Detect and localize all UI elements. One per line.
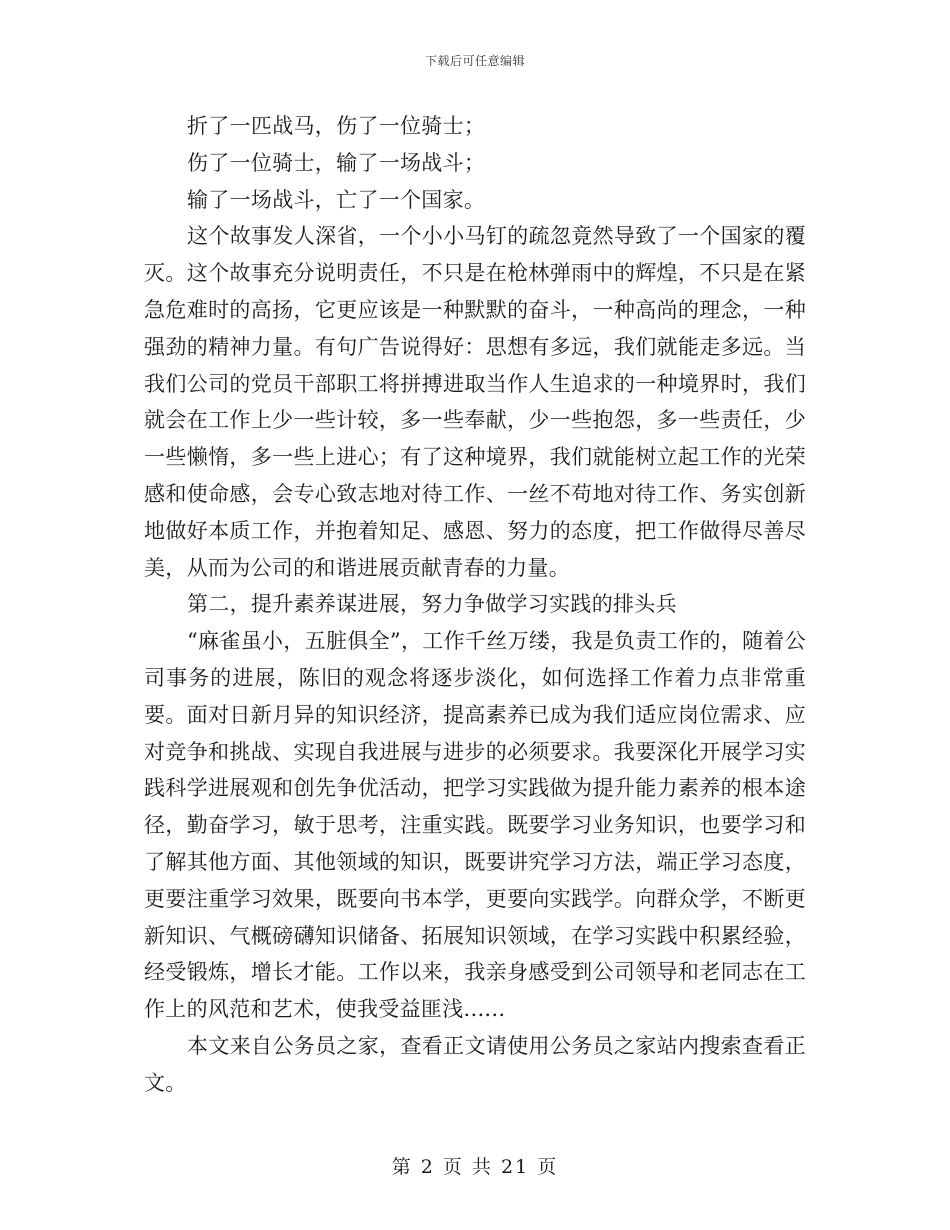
page-number-footer: 第 2 页 共 21 页: [391, 1156, 559, 1178]
verse-line: 输了一场战斗，亡了一个国家。: [187, 187, 486, 212]
document-body: [144, 108, 806, 1102]
section-heading: 第二，提升素养谋进展，努力争做学习实践的排头兵: [187, 592, 677, 617]
source-note-paragraph: 本文来自公务员之家，查看正文请使用公务员之家站内搜索查看正文。: [144, 1033, 806, 1095]
body-paragraph: “麻雀虽小，五脏俱全”，工作千丝万缕，我是负责工作的，随着公司事务的进展，陈旧的观念将逐步淡化，如何选择工作着力点非常重要。面对日新月异的知识经济，提高素养已成为我们适应岗位需求、应对竞争和挑战、实现自我进展与进步的必须要求。我要深化开展学习实践科学进展观和创先争优活动，把学习实践做为提升能力素养的根本途径，勤奋学习，敏于思考，注重实践。既要学习业务知识，也要学习和了解其他方面、其他领域的知识，既要讲究学习方法，端正学习态度，更要注重学习效果，既要向书本学，更要向实践学。向群众学，不断更新知识、气概磅礴知识储备、拓展知识领域，在学习实践中积累经验，经受锻炼，增长才能。工作以来，我亲身感受到公司领导和老同志在工作上的风范和艺术，使我受益匪浅......: [144, 629, 806, 1022]
verse-line: 折了一匹战马，伤了一位骑士；: [187, 114, 486, 138]
body-paragraph: 这个故事发人深省，一个小小马钉的疏忽竟然导致了一个国家的覆灭。这个故事充分说明责任，不只是在枪林弹雨中的辉煌，不只是在紧急危难时的高扬，它更应该是一种默默的奋斗，一种高尚的理念，一种强劲的精神力量。有句广告说得好：思想有多远，我们就能走多远。当我们公司的党员干部职工将拼搏进取当作人生追求的一种境界时，我们就会在工作上少一些计较，多一些奉献，少一些抱怨，多一些责任，少一些懒惰，多一些上进心；有了这种境界，我们就能树立起工作的光荣感和使命感，会专心致志地对待工作、一丝不苟地对待工作、务实创新地做好本质工作，并抱着知足、感恩、努力的态度，把工作做得尽善尽美，从而为公司的和谐进展贡献青春的力量。: [144, 224, 806, 580]
verse-line: 伤了一位骑士，输了一场战斗；: [187, 150, 486, 175]
page-header-note: 下载后可任意编辑: [424, 54, 525, 68]
